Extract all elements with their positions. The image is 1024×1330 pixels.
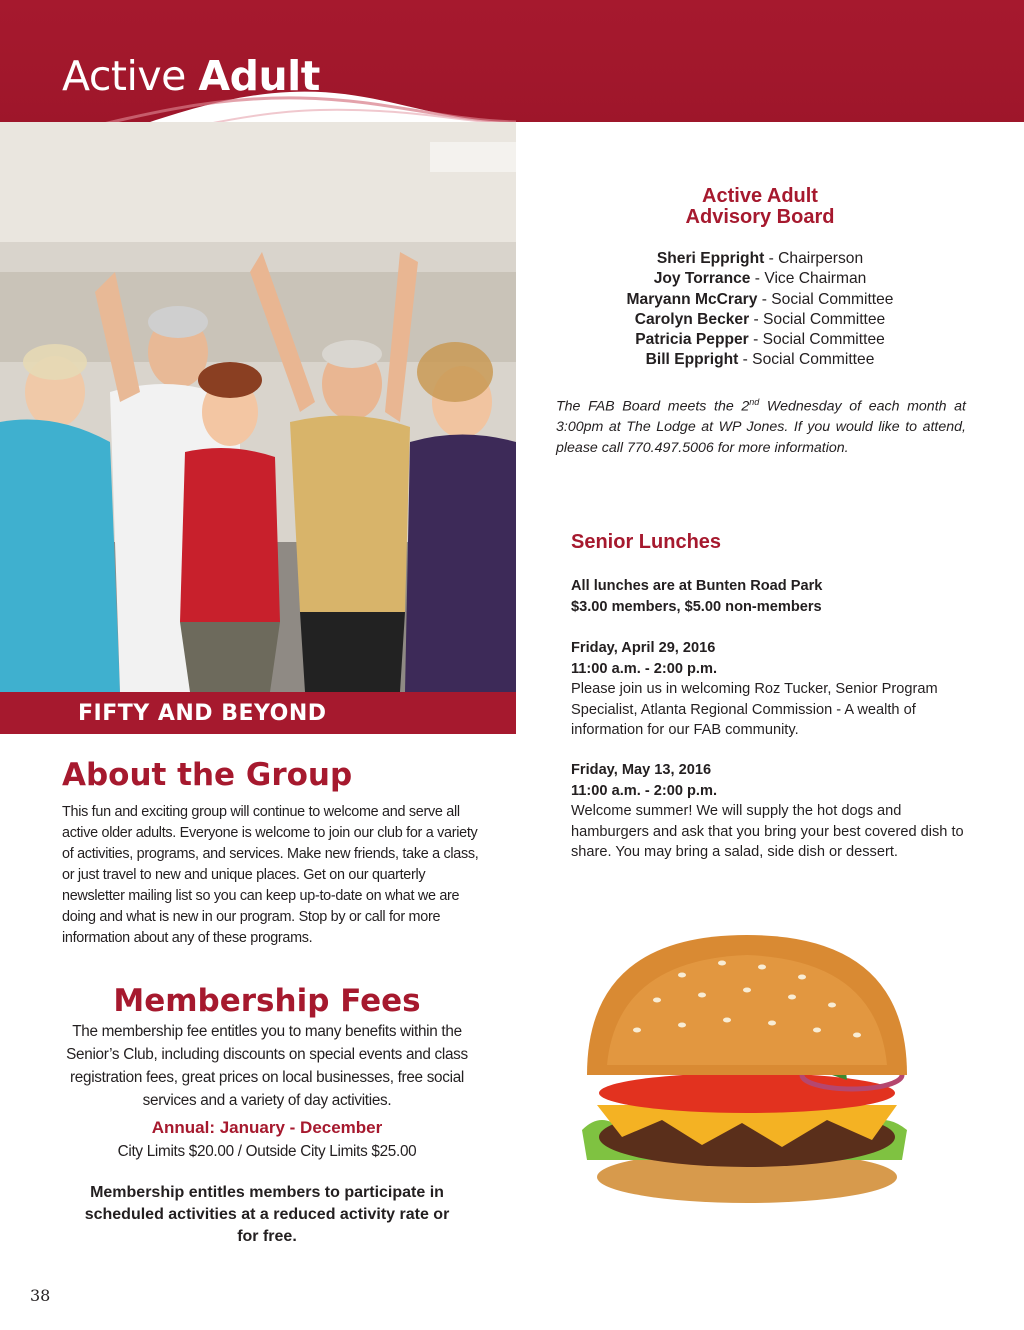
membership-heading: Membership Fees bbox=[113, 983, 421, 1019]
about-paragraph: This fun and exciting group will continue to welcome and serve all active older adults. Everyone is welcome to join our club for a variety of activities, programs, and services. Make new friends, take a class, or just travel to new and unique places. Get on our quarterly newsletter mailing list so you can keep up-to-date on what we are doing and what is new in our program. Stop by or call for more information about any of these programs. bbox=[62, 804, 479, 946]
board-member: Sheri Eppright - Chairperson bbox=[656, 250, 864, 267]
board-member: Bill Eppright - Social Committee bbox=[645, 351, 875, 369]
lunch-event-description: Welcome summer! We will supply the hot dogs and hamburgers and ask that you bring your best covered dish to share. You may bring a salad, side dish or dessert. bbox=[571, 803, 964, 860]
membership-annual-period: Annual: January - December bbox=[151, 1118, 383, 1137]
lunch-event-date: Friday, May 13, 2016 bbox=[571, 762, 712, 778]
board-meeting-info: The FAB Board meets the 2nd Wednesday of each month at 3:00pm at The Lodge at WP Jones. If you would like to attend, please call 770.497.5006 for more information. bbox=[556, 397, 966, 456]
page-title: Active Adult bbox=[62, 52, 320, 100]
about-heading: About the Group bbox=[62, 757, 353, 793]
lunch-event-date: Friday, April 29, 2016 bbox=[571, 640, 716, 656]
board-member: Joy Torrance - Vice Chairman bbox=[653, 270, 867, 288]
lunch-location-info: All lunches are at Bunten Road Park $3.00 members, $5.00 non-members bbox=[571, 578, 823, 615]
board-member: Patricia Pepper - Social Committee bbox=[635, 331, 885, 349]
lunch-event bbox=[571, 638, 971, 741]
membership-paragraph: The membership fee entitles you to many benefits within the Senior’s Club, including discounts on special events and class registration fees, great prices on local businesses, free social services and a variety of day activities. bbox=[66, 1023, 468, 1109]
advisory-board-list bbox=[560, 249, 960, 371]
group-photo bbox=[0, 122, 516, 692]
membership-price: City Limits $20.00 / Outside City Limits $25.00 bbox=[117, 1143, 417, 1160]
hamburger-image bbox=[562, 915, 932, 1215]
fifty-and-beyond-banner: FIFTY AND BEYOND bbox=[0, 692, 516, 734]
lunch-event bbox=[571, 760, 971, 863]
senior-lunches-heading: Senior Lunches bbox=[571, 531, 722, 553]
board-member: Maryann McCrary - Social Committee bbox=[626, 290, 894, 308]
membership-note: Membership entitles members to participate in scheduled activities at a reduced activity rate or for free. bbox=[84, 1184, 450, 1245]
advisory-board-heading: Active Adult Advisory Board bbox=[685, 185, 835, 228]
page-number: 38 bbox=[30, 1286, 51, 1305]
board-member: Carolyn Becker - Social Committee bbox=[634, 310, 886, 328]
lunch-event-time: 11:00 a.m. - 2:00 p.m. bbox=[571, 782, 718, 799]
lunch-event-time: 11:00 a.m. - 2:00 p.m. bbox=[571, 660, 718, 677]
lunch-event-description: Please join us in welcoming Roz Tucker, Senior Program Specialist, Atlanta Regional Commission - A wealth of information for our FAB community. bbox=[571, 681, 938, 738]
